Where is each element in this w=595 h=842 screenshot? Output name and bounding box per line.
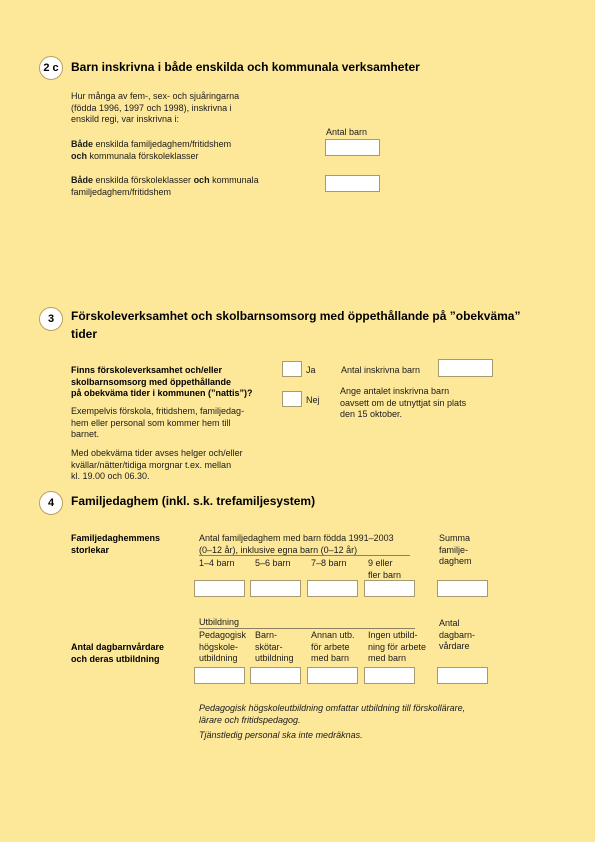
section-3-title-line-2: tider [71,327,98,341]
nattis-question-line-3: på obekväma tider i kommunen (”nattis”)? [71,388,253,398]
nej-checkbox[interactable] [282,391,302,407]
edu-input-pedagogisk[interactable] [194,667,245,684]
section-2c-title: Barn inskrivna i både enskilda och kommunala verksamheter [71,60,420,74]
size-col-1-label: 1–4 barn [199,558,235,568]
size-input-7-8[interactable] [307,580,358,597]
size-sum-line-1: Summa [439,533,471,543]
edu-label-line-2: och deras utbildning [71,653,160,664]
size-sum-line-3: daghem [439,556,472,566]
edu-sum-line-2: dagbarn- [439,629,476,640]
section-3-title-line-1: Förskoleverksamhet och skolbarnsomsorg med öppethållande på ”obekväma” [71,309,521,323]
row-1-line-1: Både enskilda familjedaghem/fritidshem [71,139,232,149]
obekvama-line-3: kl. 19.00 och 06.30. [71,471,150,481]
edu-col-3-line-3: med barn [311,653,350,663]
antal-inskrivna-input[interactable] [438,359,493,377]
size-label-line-1: Familjedaghemmens [71,533,161,543]
edu-col-4-line-1: Ingen utbild- [368,630,418,640]
size-input-5-6[interactable] [250,580,301,597]
ja-label: Ja [306,365,316,375]
edu-col-2-line-1: Barn- [255,630,278,640]
size-col-3-label: 7–8 barn [311,558,347,568]
count-note-line-1: Ange antalet inskrivna barn [340,386,450,396]
edu-col-1-line-1: Pedagogisk [199,630,247,640]
section-4-title: Familjedaghem (inkl. s.k. trefamiljesystem) [71,494,316,508]
size-header-divider [199,555,410,556]
size-label-line-2: storlekar [71,544,110,555]
example-line-2: hem eller personal som kommer hem till [71,417,231,428]
nattis-question-line-1: Finns förskoleverksamhet och/eller [71,365,223,375]
edu-header-divider [199,628,415,629]
size-input-sum[interactable] [437,580,488,597]
nej-label: Nej [306,395,320,405]
row-2-line-2: familjedaghem/fritidshem [71,187,172,197]
example-line-3: barnet. [71,429,100,439]
antal-barn-input-2[interactable] [325,175,380,192]
section-2c-intro-line-1: Hur många av fem-, sex- och sjuåringarna [71,91,240,101]
edu-sum-line-3: vårdare [439,641,470,651]
obekvama-line-1: Med obekväma tider avses helger och/eller [71,448,243,458]
section-2c-intro-line-2: (födda 1996, 1997 och 1998), inskrivna i [71,102,232,113]
section-2c-number: 2 c [39,56,63,80]
size-col-4-label-line-1: 9 eller [368,558,393,568]
antal-barn-label: Antal barn [326,127,368,137]
edu-col-4-line-3: med barn [368,653,407,663]
ja-checkbox[interactable] [282,361,302,377]
edu-col-1-line-2: högskole- [199,641,239,652]
edu-col-2-line-3: utbildning [255,653,294,663]
edu-label-line-1: Antal dagbarnvårdare [71,642,165,652]
row-1-line-2: och kommunala förskoleklasser [71,151,199,161]
edu-col-2-line-2: skötar- [255,641,283,652]
row-2-line-1: Både enskilda förskoleklasser och kommunala [71,175,259,185]
edu-col-4-line-2: ning för arbete [368,641,427,652]
size-input-1-4[interactable] [194,580,245,597]
size-col-2-label: 5–6 barn [255,558,291,568]
note-1-line-1: Pedagogisk högskoleutbildning omfattar utbildning till förskollärare, [199,703,466,713]
note-1-line-2: lärare och fritidspedagog. [199,714,301,725]
edu-input-sum[interactable] [437,667,488,684]
section-2c-intro-line-3: enskild regi, var inskrivna i: [71,114,180,124]
edu-input-ingen[interactable] [364,667,415,684]
edu-col-3-line-2: för arbete [311,641,350,652]
edu-input-annan[interactable] [307,667,358,684]
note-2: Tjänstledig personal ska inte medräknas. [199,730,363,740]
edu-sum-line-1: Antal [439,618,460,628]
size-input-9-plus[interactable] [364,580,415,597]
obekvama-line-2: kvällar/nätter/tidiga morgnar t.ex. mellan [71,459,232,470]
section-4-number: 4 [39,491,63,515]
nattis-question-line-2: skolbarnsomsorg med öppethållande [71,376,232,387]
size-header-line-1: Antal familjedaghem med barn födda 1991–2003 [199,533,394,543]
edu-col-3-line-1: Annan utb. [311,630,355,640]
size-header-line-2: (0–12 år), inklusive egna barn (0–12 år) [199,544,358,555]
example-line-1: Exempelvis förskola, fritidshem, familjedag- [71,406,245,416]
count-note-line-2: oavsett om de utnyttjat sin plats [340,397,467,408]
size-col-4-label-line-2: fler barn [368,569,402,580]
antal-inskrivna-label: Antal inskrivna barn [341,365,421,375]
edu-col-1-line-3: utbildning [199,653,238,663]
edu-header: Utbildning [199,617,240,627]
section-3-number: 3 [39,307,63,331]
size-sum-line-2: familje- [439,544,469,555]
count-note-line-3: den 15 oktober. [340,409,403,419]
edu-input-barnskotar[interactable] [250,667,301,684]
antal-barn-input-1[interactable] [325,139,380,156]
